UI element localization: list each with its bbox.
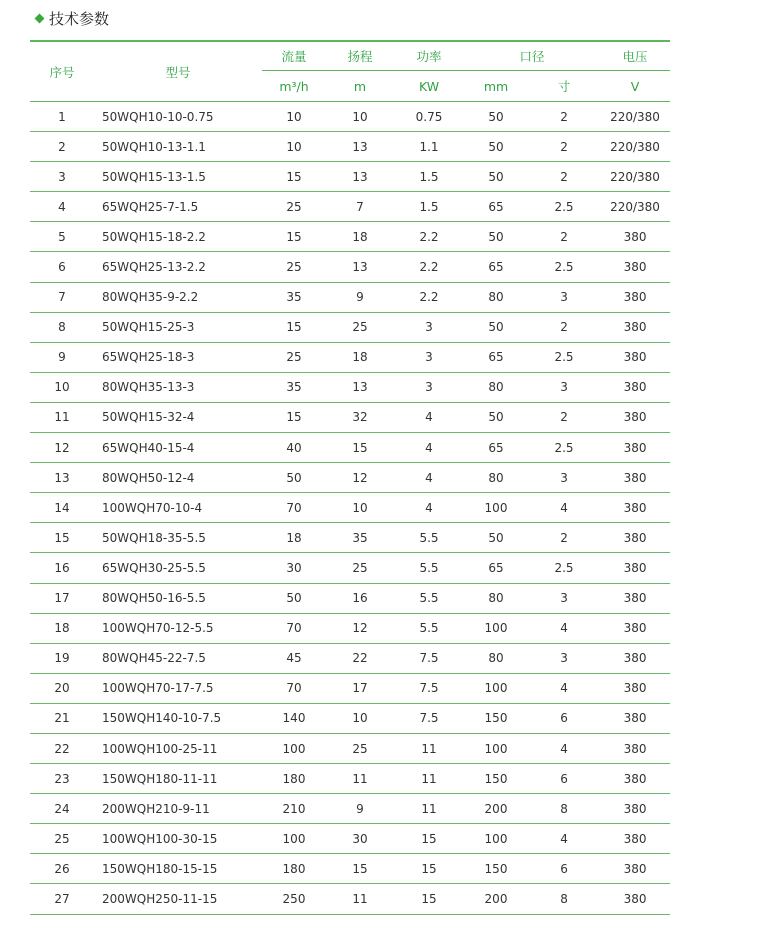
cell-voltage: 380 bbox=[600, 764, 670, 794]
cell-voltage: 380 bbox=[600, 493, 670, 523]
cell-head: 13 bbox=[326, 372, 394, 402]
cell-model: 65WQH25-7-1.5 bbox=[94, 192, 262, 222]
table-row bbox=[30, 673, 670, 703]
cell-power: 2.2 bbox=[394, 282, 464, 312]
cell-outlet-inch: 6 bbox=[528, 703, 600, 733]
unit-voltage: V bbox=[600, 71, 670, 102]
cell-outlet-mm: 65 bbox=[464, 252, 528, 282]
cell-outlet-inch: 8 bbox=[528, 884, 600, 914]
unit-flow: m³/h bbox=[262, 71, 326, 102]
cell-voltage: 380 bbox=[600, 372, 670, 402]
cell-outlet-mm: 150 bbox=[464, 703, 528, 733]
cell-voltage: 380 bbox=[600, 433, 670, 463]
cell-flow: 70 bbox=[262, 673, 326, 703]
cell-index: 19 bbox=[30, 643, 94, 673]
cell-outlet-inch: 2.5 bbox=[528, 252, 600, 282]
cell-voltage: 380 bbox=[600, 523, 670, 553]
section-heading bbox=[36, 8, 109, 29]
cell-voltage: 380 bbox=[600, 824, 670, 854]
cell-head: 22 bbox=[326, 643, 394, 673]
table-row bbox=[30, 372, 670, 402]
table-row bbox=[30, 132, 670, 162]
cell-index: 22 bbox=[30, 733, 94, 763]
cell-outlet-inch: 2.5 bbox=[528, 433, 600, 463]
cell-index: 14 bbox=[30, 493, 94, 523]
cell-outlet-mm: 80 bbox=[464, 463, 528, 493]
cell-model: 200WQH210-9-11 bbox=[94, 794, 262, 824]
cell-model: 200WQH250-11-15 bbox=[94, 884, 262, 914]
cell-power: 11 bbox=[394, 733, 464, 763]
cell-outlet-inch: 4 bbox=[528, 733, 600, 763]
cell-model: 65WQH25-18-3 bbox=[94, 342, 262, 372]
cell-power: 4 bbox=[394, 463, 464, 493]
cell-outlet-mm: 80 bbox=[464, 643, 528, 673]
cell-power: 2.2 bbox=[394, 252, 464, 282]
table-row bbox=[30, 402, 670, 432]
header-outlet: 口径 bbox=[519, 49, 545, 64]
cell-index: 6 bbox=[30, 252, 94, 282]
cell-head: 35 bbox=[326, 523, 394, 553]
cell-outlet-mm: 150 bbox=[464, 854, 528, 884]
cell-voltage: 380 bbox=[600, 222, 670, 252]
cell-head: 10 bbox=[326, 703, 394, 733]
cell-flow: 40 bbox=[262, 433, 326, 463]
table-row bbox=[30, 824, 670, 854]
cell-head: 16 bbox=[326, 583, 394, 613]
table-row bbox=[30, 342, 670, 372]
cell-flow: 180 bbox=[262, 764, 326, 794]
cell-head: 9 bbox=[326, 794, 394, 824]
cell-outlet-mm: 50 bbox=[464, 222, 528, 252]
page-title: 技术参数 bbox=[49, 10, 110, 28]
cell-model: 150WQH180-11-11 bbox=[94, 764, 262, 794]
cell-voltage: 220/380 bbox=[600, 102, 670, 132]
cell-power: 0.75 bbox=[394, 102, 464, 132]
table-row bbox=[30, 312, 670, 342]
cell-outlet-inch: 3 bbox=[528, 583, 600, 613]
cell-outlet-inch: 2.5 bbox=[528, 553, 600, 583]
table-row bbox=[30, 463, 670, 493]
cell-model: 50WQH18-35-5.5 bbox=[94, 523, 262, 553]
cell-model: 100WQH70-17-7.5 bbox=[94, 673, 262, 703]
cell-flow: 35 bbox=[262, 372, 326, 402]
cell-power: 7.5 bbox=[394, 673, 464, 703]
cell-outlet-inch: 4 bbox=[528, 613, 600, 643]
cell-index: 21 bbox=[30, 703, 94, 733]
cell-voltage: 380 bbox=[600, 583, 670, 613]
unit-outlet-mm: mm bbox=[464, 71, 528, 102]
header-power: 功率 bbox=[416, 49, 442, 64]
cell-model: 100WQH100-25-11 bbox=[94, 733, 262, 763]
table-row bbox=[30, 102, 670, 132]
cell-power: 11 bbox=[394, 794, 464, 824]
cell-voltage: 380 bbox=[600, 794, 670, 824]
cell-power: 7.5 bbox=[394, 703, 464, 733]
cell-outlet-inch: 3 bbox=[528, 643, 600, 673]
cell-outlet-mm: 65 bbox=[464, 342, 528, 372]
cell-outlet-inch: 2.5 bbox=[528, 342, 600, 372]
cell-outlet-mm: 80 bbox=[464, 583, 528, 613]
cell-voltage: 380 bbox=[600, 854, 670, 884]
table-row bbox=[30, 222, 670, 252]
cell-outlet-mm: 50 bbox=[464, 523, 528, 553]
cell-head: 25 bbox=[326, 553, 394, 583]
table-row bbox=[30, 583, 670, 613]
cell-head: 25 bbox=[326, 312, 394, 342]
cell-voltage: 220/380 bbox=[600, 132, 670, 162]
cell-model: 150WQH140-10-7.5 bbox=[94, 703, 262, 733]
cell-power: 1.1 bbox=[394, 132, 464, 162]
cell-flow: 10 bbox=[262, 102, 326, 132]
cell-outlet-mm: 100 bbox=[464, 824, 528, 854]
cell-voltage: 380 bbox=[600, 553, 670, 583]
cell-power: 5.5 bbox=[394, 523, 464, 553]
cell-outlet-inch: 8 bbox=[528, 794, 600, 824]
cell-voltage: 220/380 bbox=[600, 162, 670, 192]
cell-voltage: 380 bbox=[600, 342, 670, 372]
cell-head: 25 bbox=[326, 733, 394, 763]
cell-outlet-mm: 65 bbox=[464, 192, 528, 222]
spec-table bbox=[30, 42, 670, 915]
cell-head: 10 bbox=[326, 493, 394, 523]
cell-outlet-inch: 3 bbox=[528, 282, 600, 312]
table-row bbox=[30, 282, 670, 312]
cell-model: 50WQH15-25-3 bbox=[94, 312, 262, 342]
cell-head: 11 bbox=[326, 884, 394, 914]
table-header bbox=[30, 42, 670, 102]
cell-voltage: 380 bbox=[600, 402, 670, 432]
cell-outlet-mm: 100 bbox=[464, 673, 528, 703]
cell-power: 5.5 bbox=[394, 553, 464, 583]
cell-outlet-inch: 2 bbox=[528, 523, 600, 553]
cell-index: 10 bbox=[30, 372, 94, 402]
cell-flow: 25 bbox=[262, 342, 326, 372]
header-model: 型号 bbox=[94, 42, 262, 102]
cell-outlet-inch: 3 bbox=[528, 372, 600, 402]
cell-outlet-inch: 6 bbox=[528, 764, 600, 794]
cell-head: 10 bbox=[326, 102, 394, 132]
header-index: 序号 bbox=[30, 42, 94, 102]
cell-head: 12 bbox=[326, 463, 394, 493]
cell-outlet-mm: 100 bbox=[464, 493, 528, 523]
cell-outlet-inch: 2 bbox=[528, 162, 600, 192]
cell-index: 27 bbox=[30, 884, 94, 914]
cell-outlet-inch: 4 bbox=[528, 673, 600, 703]
cell-head: 18 bbox=[326, 222, 394, 252]
cell-model: 80WQH35-9-2.2 bbox=[94, 282, 262, 312]
cell-index: 1 bbox=[30, 102, 94, 132]
cell-flow: 45 bbox=[262, 643, 326, 673]
cell-head: 13 bbox=[326, 162, 394, 192]
cell-head: 15 bbox=[326, 854, 394, 884]
cell-head: 32 bbox=[326, 402, 394, 432]
cell-power: 4 bbox=[394, 493, 464, 523]
cell-outlet-mm: 50 bbox=[464, 402, 528, 432]
cell-head: 11 bbox=[326, 764, 394, 794]
cell-voltage: 380 bbox=[600, 643, 670, 673]
cell-voltage: 380 bbox=[600, 252, 670, 282]
table-body bbox=[30, 102, 670, 915]
cell-flow: 50 bbox=[262, 583, 326, 613]
cell-flow: 10 bbox=[262, 132, 326, 162]
cell-outlet-inch: 4 bbox=[528, 824, 600, 854]
cell-model: 65WQH25-13-2.2 bbox=[94, 252, 262, 282]
cell-index: 9 bbox=[30, 342, 94, 372]
table-row bbox=[30, 794, 670, 824]
table-row bbox=[30, 643, 670, 673]
cell-flow: 50 bbox=[262, 463, 326, 493]
header-head: 扬程 bbox=[347, 49, 373, 64]
cell-power: 5.5 bbox=[394, 583, 464, 613]
cell-flow: 100 bbox=[262, 824, 326, 854]
cell-flow: 15 bbox=[262, 402, 326, 432]
table-row bbox=[30, 703, 670, 733]
cell-index: 12 bbox=[30, 433, 94, 463]
cell-model: 50WQH10-13-1.1 bbox=[94, 132, 262, 162]
cell-index: 8 bbox=[30, 312, 94, 342]
cell-power: 15 bbox=[394, 854, 464, 884]
cell-outlet-mm: 50 bbox=[464, 312, 528, 342]
cell-outlet-inch: 2 bbox=[528, 132, 600, 162]
header-voltage: 电压 bbox=[622, 49, 648, 64]
cell-head: 18 bbox=[326, 342, 394, 372]
cell-outlet-inch: 4 bbox=[528, 493, 600, 523]
cell-index: 23 bbox=[30, 764, 94, 794]
table-row bbox=[30, 192, 670, 222]
cell-index: 24 bbox=[30, 794, 94, 824]
cell-flow: 18 bbox=[262, 523, 326, 553]
cell-index: 3 bbox=[30, 162, 94, 192]
cell-power: 11 bbox=[394, 764, 464, 794]
cell-voltage: 380 bbox=[600, 703, 670, 733]
cell-voltage: 380 bbox=[600, 613, 670, 643]
cell-flow: 15 bbox=[262, 312, 326, 342]
cell-power: 5.5 bbox=[394, 613, 464, 643]
cell-flow: 70 bbox=[262, 493, 326, 523]
cell-index: 4 bbox=[30, 192, 94, 222]
cell-index: 11 bbox=[30, 402, 94, 432]
cell-voltage: 380 bbox=[600, 733, 670, 763]
cell-outlet-inch: 2 bbox=[528, 102, 600, 132]
cell-model: 65WQH40-15-4 bbox=[94, 433, 262, 463]
table-row bbox=[30, 613, 670, 643]
cell-outlet-mm: 100 bbox=[464, 733, 528, 763]
cell-index: 15 bbox=[30, 523, 94, 553]
table-row bbox=[30, 523, 670, 553]
cell-voltage: 380 bbox=[600, 673, 670, 703]
cell-outlet-mm: 50 bbox=[464, 132, 528, 162]
cell-outlet-mm: 80 bbox=[464, 282, 528, 312]
cell-flow: 25 bbox=[262, 192, 326, 222]
cell-voltage: 380 bbox=[600, 884, 670, 914]
cell-model: 50WQH15-32-4 bbox=[94, 402, 262, 432]
table-row bbox=[30, 854, 670, 884]
cell-index: 17 bbox=[30, 583, 94, 613]
cell-power: 3 bbox=[394, 372, 464, 402]
cell-flow: 35 bbox=[262, 282, 326, 312]
diamond-bullet-icon bbox=[35, 14, 45, 24]
cell-flow: 15 bbox=[262, 222, 326, 252]
cell-index: 2 bbox=[30, 132, 94, 162]
cell-voltage: 380 bbox=[600, 312, 670, 342]
cell-power: 3 bbox=[394, 312, 464, 342]
cell-outlet-inch: 6 bbox=[528, 854, 600, 884]
cell-head: 9 bbox=[326, 282, 394, 312]
cell-model: 100WQH100-30-15 bbox=[94, 824, 262, 854]
cell-power: 15 bbox=[394, 884, 464, 914]
cell-index: 26 bbox=[30, 854, 94, 884]
cell-head: 13 bbox=[326, 252, 394, 282]
table-row bbox=[30, 733, 670, 763]
cell-outlet-mm: 150 bbox=[464, 764, 528, 794]
cell-model: 100WQH70-12-5.5 bbox=[94, 613, 262, 643]
cell-flow: 30 bbox=[262, 553, 326, 583]
cell-index: 5 bbox=[30, 222, 94, 252]
cell-head: 13 bbox=[326, 132, 394, 162]
table-row bbox=[30, 553, 670, 583]
cell-power: 7.5 bbox=[394, 643, 464, 673]
unit-outlet-inch: 寸 bbox=[528, 71, 600, 102]
cell-head: 17 bbox=[326, 673, 394, 703]
table-row bbox=[30, 764, 670, 794]
cell-flow: 250 bbox=[262, 884, 326, 914]
cell-outlet-mm: 65 bbox=[464, 433, 528, 463]
cell-model: 80WQH50-16-5.5 bbox=[94, 583, 262, 613]
cell-voltage: 380 bbox=[600, 282, 670, 312]
cell-model: 50WQH10-10-0.75 bbox=[94, 102, 262, 132]
cell-model: 50WQH15-18-2.2 bbox=[94, 222, 262, 252]
unit-power: KW bbox=[394, 71, 464, 102]
cell-power: 3 bbox=[394, 342, 464, 372]
cell-head: 15 bbox=[326, 433, 394, 463]
cell-power: 1.5 bbox=[394, 192, 464, 222]
cell-model: 65WQH30-25-5.5 bbox=[94, 553, 262, 583]
cell-outlet-inch: 3 bbox=[528, 463, 600, 493]
cell-model: 80WQH50-12-4 bbox=[94, 463, 262, 493]
cell-outlet-mm: 80 bbox=[464, 372, 528, 402]
cell-index: 18 bbox=[30, 613, 94, 643]
table-row bbox=[30, 493, 670, 523]
cell-index: 7 bbox=[30, 282, 94, 312]
table-row bbox=[30, 162, 670, 192]
cell-power: 4 bbox=[394, 402, 464, 432]
cell-flow: 140 bbox=[262, 703, 326, 733]
cell-index: 16 bbox=[30, 553, 94, 583]
cell-outlet-inch: 2 bbox=[528, 222, 600, 252]
cell-outlet-mm: 100 bbox=[464, 613, 528, 643]
cell-outlet-mm: 200 bbox=[464, 884, 528, 914]
cell-outlet-inch: 2 bbox=[528, 402, 600, 432]
header-flow: 流量 bbox=[281, 49, 307, 64]
cell-outlet-inch: 2.5 bbox=[528, 192, 600, 222]
cell-flow: 15 bbox=[262, 162, 326, 192]
table-row bbox=[30, 252, 670, 282]
cell-voltage: 380 bbox=[600, 463, 670, 493]
cell-index: 25 bbox=[30, 824, 94, 854]
cell-outlet-mm: 65 bbox=[464, 553, 528, 583]
table-row bbox=[30, 433, 670, 463]
cell-head: 7 bbox=[326, 192, 394, 222]
cell-power: 15 bbox=[394, 824, 464, 854]
cell-power: 4 bbox=[394, 433, 464, 463]
cell-flow: 70 bbox=[262, 613, 326, 643]
cell-flow: 210 bbox=[262, 794, 326, 824]
cell-model: 150WQH180-15-15 bbox=[94, 854, 262, 884]
cell-model: 80WQH45-22-7.5 bbox=[94, 643, 262, 673]
unit-head: m bbox=[326, 71, 394, 102]
cell-model: 50WQH15-13-1.5 bbox=[94, 162, 262, 192]
cell-power: 2.2 bbox=[394, 222, 464, 252]
cell-model: 100WQH70-10-4 bbox=[94, 493, 262, 523]
cell-voltage: 220/380 bbox=[600, 192, 670, 222]
table-row bbox=[30, 884, 670, 914]
cell-outlet-mm: 50 bbox=[464, 102, 528, 132]
cell-head: 12 bbox=[326, 613, 394, 643]
cell-index: 20 bbox=[30, 673, 94, 703]
cell-power: 1.5 bbox=[394, 162, 464, 192]
cell-head: 30 bbox=[326, 824, 394, 854]
cell-index: 13 bbox=[30, 463, 94, 493]
cell-outlet-inch: 2 bbox=[528, 312, 600, 342]
cell-model: 80WQH35-13-3 bbox=[94, 372, 262, 402]
cell-flow: 25 bbox=[262, 252, 326, 282]
cell-outlet-mm: 50 bbox=[464, 162, 528, 192]
cell-flow: 100 bbox=[262, 733, 326, 763]
cell-flow: 180 bbox=[262, 854, 326, 884]
cell-outlet-mm: 200 bbox=[464, 794, 528, 824]
